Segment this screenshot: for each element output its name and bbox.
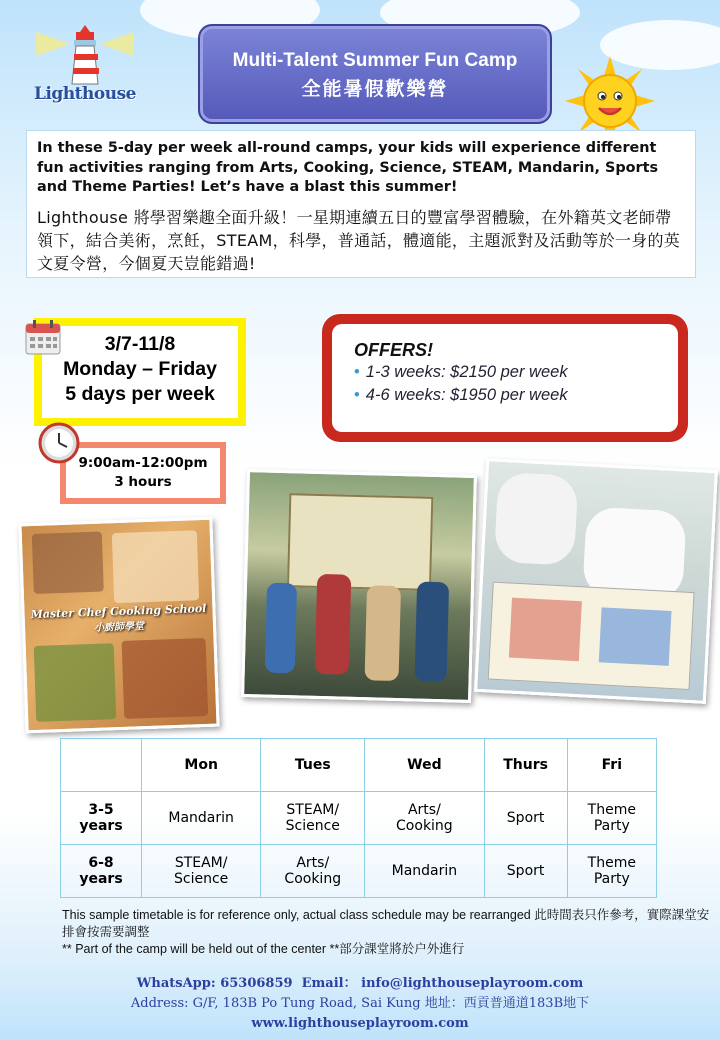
date-content [42,326,238,418]
table-cell: Mandarin [142,792,261,845]
table-cell: Theme Party [567,792,656,845]
camp-duration: 3 hours [114,474,172,490]
table-cell: STEAM/ Science [261,792,365,845]
time-box [60,442,226,504]
table-header-cell: Mon [142,739,261,792]
table-row [61,792,657,845]
title-english: Multi-Talent Summer Fun Camp [232,50,518,71]
timetable-disclaimer: This sample timetable is for reference only, actual class schedule may be rearranged 此時間表只作參考，實際課堂安排會按需要調整 [62,908,710,939]
cooking-caption: Master Chef Cooking School [30,601,207,622]
time-content [66,448,220,498]
table-header-cell [61,739,142,792]
cooking-caption-zh: 小廚師學堂 [93,621,145,634]
table-header-cell: Fri [567,739,656,792]
camp-frequency: 5 days per week [65,383,215,405]
age-cell: 6-8 years [61,845,142,898]
intro-panel [26,130,696,278]
table-header-row [61,739,657,792]
camp-days: Monday – Friday [63,358,217,380]
bullet-icon: • [354,363,360,381]
date-box [34,318,246,426]
table-cell: Sport [484,845,567,898]
table-header-cell: Thurs [484,739,567,792]
email-link[interactable]: info@lighthouseplayroom.com [361,976,584,991]
timetable-notes [62,907,712,958]
table-cell: Mandarin [365,845,484,898]
whatsapp-number[interactable]: 65306859 [220,976,293,991]
offer-item: • 1-3 weeks: $2150 per week [354,363,568,381]
age-cell: 3-5 years [61,792,142,845]
cooking-photo [18,517,219,734]
table-cell: Arts/ Cooking [365,792,484,845]
lighthouse-icon [30,22,140,86]
website-link[interactable]: www.lighthouseplayroom.com [251,1016,469,1031]
table-cell: STEAM/ Science [142,845,261,898]
table-header-cell: Wed [365,739,484,792]
address-line: Address: G/F, 183B Po Tung Road, Sai Kung 地址：西貢普通道183B地下 [130,996,590,1011]
clock-icon [38,422,80,464]
table-cell: Arts/ Cooking [261,845,365,898]
table-header-cell: Tues [261,739,365,792]
kids-reading-photo [474,458,718,704]
camp-hours: 9:00am-12:00pm [78,455,208,471]
offer-item: • 4-6 weeks: $1950 per week [354,386,568,404]
title-chinese: 全能暑假歡樂營 [301,78,449,100]
contact-footer [0,974,720,1034]
map-activity-photo [241,469,477,703]
camp-dates: 3/7-11/8 [104,333,176,355]
offers-content [332,324,678,432]
offers-box [322,314,688,442]
table-cell: Theme Party [567,845,656,898]
table-row [61,845,657,898]
bullet-icon: • [354,386,360,404]
offers-title: OFFERS! [354,340,433,360]
outdoor-note: ** Part of the camp will be held out of the center **部分課堂將於户外進行 [62,942,465,956]
timetable [60,738,657,898]
table-cell: Sport [484,792,567,845]
calendar-icon [24,318,62,356]
intro-chinese: Lighthouse 將學習樂趣全面升級！一星期連續五日的豐富學習體驗，在外籍英文老師帶領下，結合美術，烹飪，STEAM，科學，普通話，體適能，主題派對及活動等於一身的英文夏令營，今個夏天豈能錯過! [37,207,681,273]
logo-text: Lighthouse [34,84,136,104]
title-banner [198,24,552,124]
contact-line: WhatsApp: 65306859 Email： info@lighthouseplayroom.com [136,976,584,991]
intro-english: In these 5-day per week all-round camps, your kids will experience different fun activities ranging from Arts, Cooking, Science, STEAM, Mandarin, Sports and Theme Parties! Let’s have a blast this summer! [37,140,659,195]
lighthouse-logo [30,22,140,112]
